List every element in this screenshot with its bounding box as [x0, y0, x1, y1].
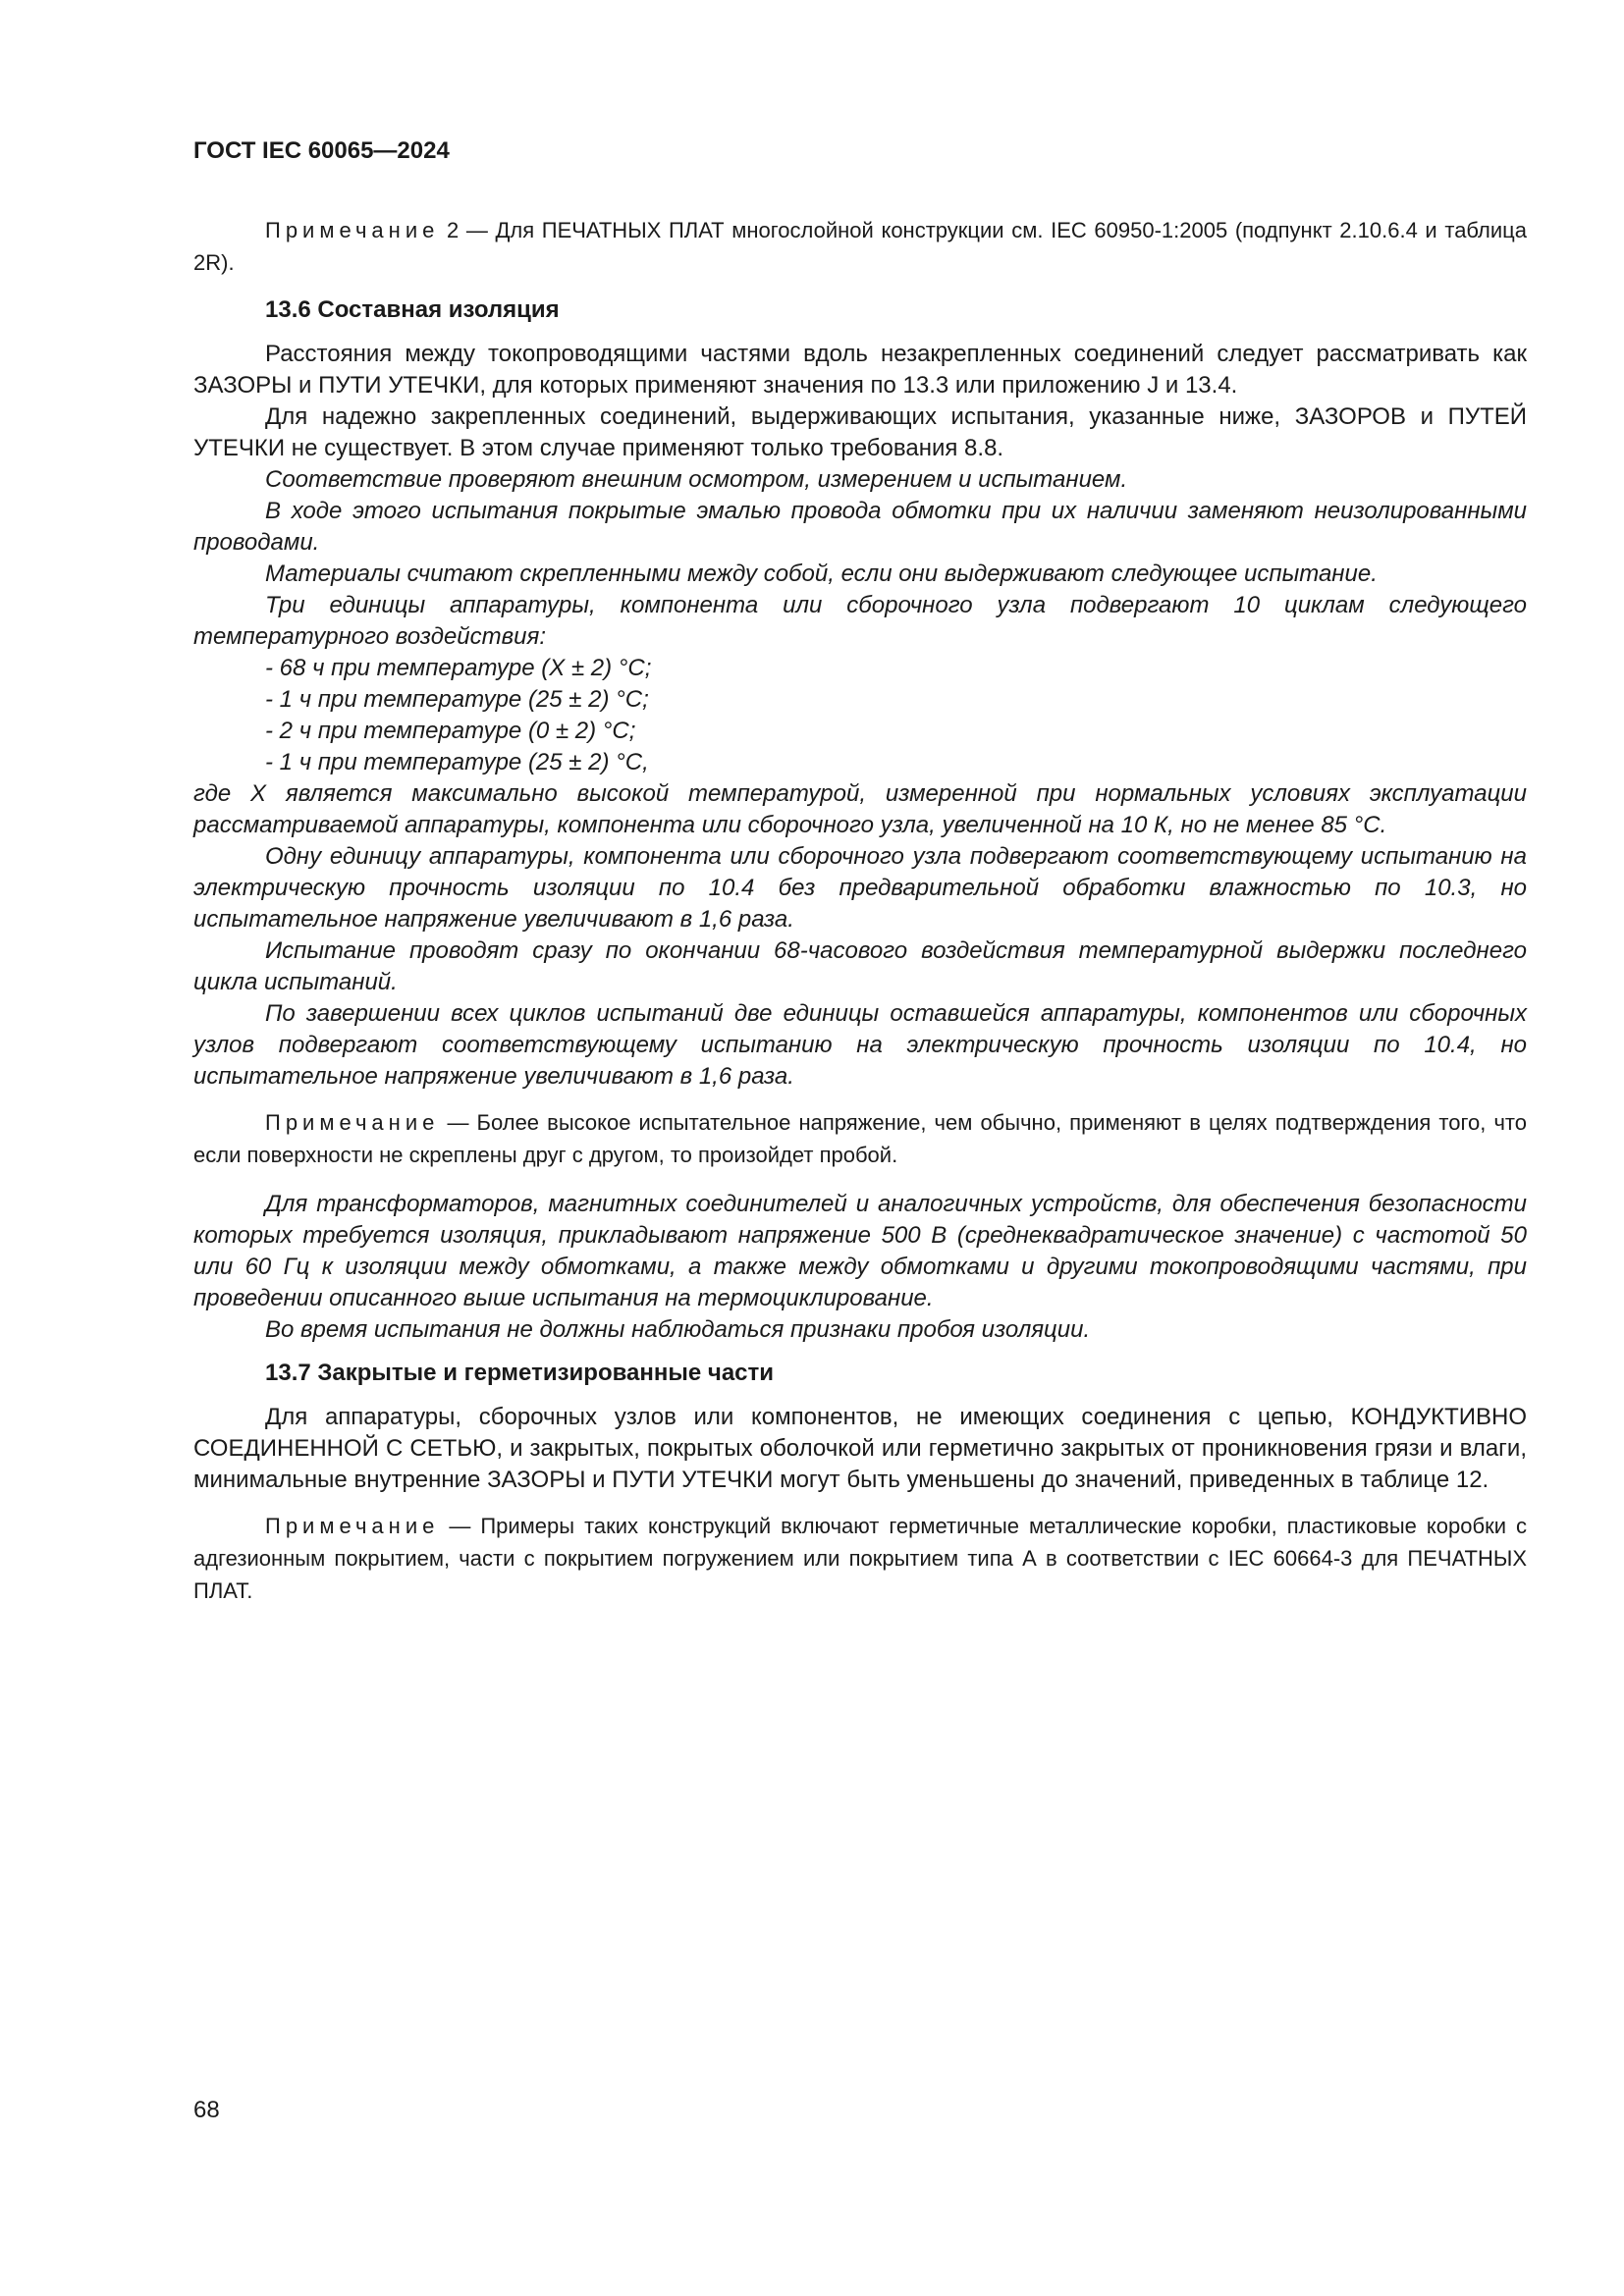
note-text: 2 — Для ПЕЧАТНЫХ ПЛАТ многослойной конструкции см. IEC 60950-1:2005 (подпункт 2.10.6.4 и таблица 2R).: [193, 218, 1527, 275]
list-item: - 2 ч при температуре (0 ± 2) °С;: [265, 718, 636, 744]
note-text: — Примеры таких конструкций включают герметичные металлические коробки, пластиковые коробки с адгезионным покрытием, части с покрытием погружением или покрытием типа А в соответствии с IEC 60664-3 для ПЕЧАТНЫХ ПЛАТ.: [193, 1514, 1527, 1603]
paragraph-italic: Одну единицу аппаратуры, компонента или сборочного узла подвергают соответствующему испытанию на электрическую прочность изоляции по 10.4 без предварительной обработки влажностью по 10.3, но испытательное напряжение увеличивают в 1,6 раза.: [193, 843, 1527, 933]
paragraph: Для надежно закрепленных соединений, выдерживающих испытания, указанные ниже, ЗАЗОРОВ и ПУТЕЙ УТЕЧКИ не существует. В этом случае применяют только требования 8.8.: [193, 403, 1527, 461]
document-header: ГОСТ IEC 60065—2024: [193, 137, 450, 164]
section-13-6-title: 13.6 Составная изоляция: [265, 296, 560, 323]
list-item: - 1 ч при температуре (25 ± 2) °С;: [265, 686, 649, 713]
list-item: - 1 ч при температуре (25 ± 2) °С,: [265, 749, 649, 775]
paragraph-italic: Материалы считают скрепленными между собой, если они выдерживают следующее испытание.: [265, 561, 1378, 587]
note-label: Примечание: [265, 218, 440, 242]
note-text: — Более высокое испытательное напряжение, чем обычно, применяют в целях подтверждения того, что если поверхности не скреплены друг с другом, то произойдет пробой.: [193, 1110, 1527, 1167]
paragraph-italic: Для трансформаторов, магнитных соединителей и аналогичных устройств, для обеспечения безопасности которых требуется изоляция, прикладывают напряжение 500 В (среднеквадратическое значение) с частотой 50 или 60 Гц к изоляции между обмотками, а также между обмотками и другими токопроводящими частями, при проведении описанного выше испытания на термоциклирование.: [193, 1191, 1527, 1311]
note-label: Примечание: [265, 1110, 440, 1135]
paragraph: Расстояния между токопроводящими частями вдоль незакрепленных соединений следует рассматривать как ЗАЗОРЫ и ПУТИ УТЕЧКИ, для которых применяют значения по 13.3 или приложению J и 13.4.: [193, 341, 1527, 399]
note-1: [193, 214, 1527, 279]
paragraph-italic: Испытание проводят сразу по окончании 68-часового воздействия температурной выдержки последнего цикла испытаний.: [193, 937, 1527, 995]
note-3: [193, 1510, 1527, 1607]
paragraph-italic: где X является максимально высокой температурой, измеренной при нормальных условиях эксплуатации рассматриваемой аппаратуры, компонента или сборочного узла, увеличенной на 10 К, но не менее 85 °С.: [193, 780, 1527, 838]
note-label: Примечание: [265, 1514, 440, 1538]
paragraph-italic: Три единицы аппаратуры, компонента или сборочного узла подвергают 10 циклам следующего температурного воздействия:: [193, 592, 1527, 650]
paragraph-italic: Во время испытания не должны наблюдаться признаки пробоя изоляции.: [265, 1316, 1091, 1343]
section-13-7-title: 13.7 Закрытые и герметизированные части: [265, 1360, 775, 1386]
page-number: 68: [193, 2097, 220, 2123]
paragraph: Для аппаратуры, сборочных узлов или компонентов, не имеющих соединения с цепью, КОНДУКТИВНО СОЕДИНЕННОЙ С СЕТЬЮ, и закрытых, покрытых оболочкой или герметично закрытых от проникновения грязи и влаги, минимальные внутренние ЗАЗОРЫ и ПУТИ УТЕЧКИ могут быть уменьшены до значений, приведенных в таблице 12.: [193, 1404, 1527, 1493]
paragraph-italic: По завершении всех циклов испытаний две единицы оставшейся аппаратуры, компонентов или сборочных узлов подвергают соответствующему испытанию на электрическую прочность изоляции по 10.4, но испытательное напряжение увеличивают в 1,6 раза.: [193, 1000, 1527, 1090]
paragraph-italic: В ходе этого испытания покрытые эмалью провода обмотки при их наличии заменяют неизолированными проводами.: [193, 498, 1527, 556]
document-page: [193, 137, 1527, 1625]
paragraph-italic: Соответствие проверяют внешним осмотром, измерением и испытанием.: [265, 466, 1128, 493]
list-item: - 68 ч при температуре (X ± 2) °С;: [265, 655, 652, 681]
note-2: [193, 1106, 1527, 1171]
